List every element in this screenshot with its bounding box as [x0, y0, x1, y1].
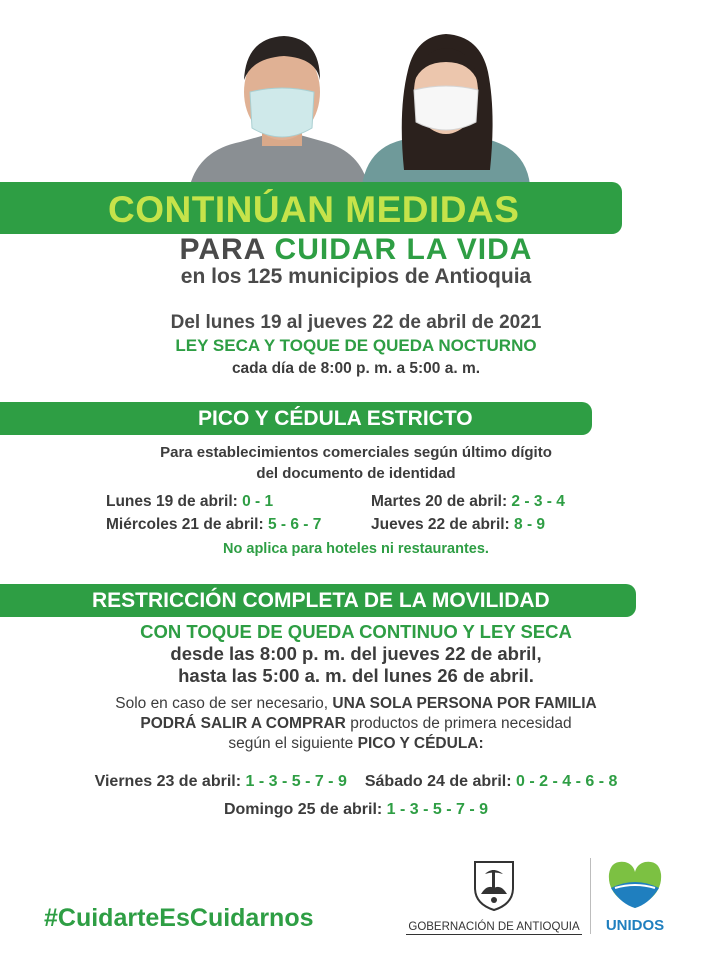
title-band — [0, 182, 622, 234]
antioquia-seal-icon — [471, 858, 517, 912]
pico-row — [106, 490, 626, 513]
unidos-logo — [600, 858, 670, 934]
pico-day-label: Lunes 19 de abril: — [106, 493, 243, 510]
restriction-line2: desde las 8:00 p. m. del jueves 22 de abril, — [170, 643, 542, 664]
pico-day — [371, 490, 565, 513]
solo-line1 — [0, 694, 712, 714]
masked-man-photo — [190, 36, 368, 185]
schedule-text: cada día de 8:00 p. m. a 5:00 a. m. — [231, 360, 481, 377]
pico-day-digits: 8 - 9 — [514, 516, 546, 533]
restriction-line1: CON TOQUE DE QUEDA CONTINUO Y LEY SECA — [140, 621, 572, 642]
subtitle-emphasis: CUIDAR LA VIDA — [274, 233, 533, 266]
restriction-band — [0, 584, 636, 617]
page-title: CONTINÚAN MEDIDAS — [108, 189, 520, 230]
solo-text: Solo en caso de ser necesario, — [115, 695, 333, 712]
weekend-row — [0, 768, 712, 796]
weekend-row — [0, 796, 712, 824]
hashtag: #CuidarteEsCuidarnos — [44, 904, 314, 932]
solo-emphasis: PODRÁ SALIR A COMPRAR — [140, 715, 346, 732]
date-range: Del lunes 19 al jueves 22 de abril de 2021 — [170, 312, 542, 333]
gobernacion-name: GOBERNACIÓN DE ANTIOQUIA — [406, 921, 582, 935]
unidos-logo-icon — [605, 858, 665, 910]
solo-line2 — [0, 714, 712, 734]
pico-day-label: Martes 20 de abril: — [371, 493, 512, 510]
footer-divider — [590, 858, 591, 934]
weekend-day-digits: 0 - 2 - 4 - 6 - 8 — [516, 773, 618, 790]
pico-note: No aplica para hoteles ni restaurantes. — [223, 541, 489, 557]
weekend-schedule — [0, 768, 712, 824]
solo-paragraph — [0, 694, 712, 754]
pico-desc-line2: del documento de identidad — [256, 465, 456, 482]
solo-text: según el siguiente — [228, 735, 358, 752]
subtitle-line2: en los 125 municipios de Antioquia — [180, 265, 532, 288]
solo-line3 — [0, 734, 712, 754]
restriction-heading: RESTRICCIÓN COMPLETA DE LA MOVILIDAD — [92, 589, 550, 612]
pico-heading: PICO Y CÉDULA ESTRICTO — [198, 407, 473, 430]
weekend-day-digits: 1 - 3 - 5 - 7 - 9 — [386, 801, 489, 818]
solo-emphasis: PICO Y CÉDULA: — [357, 735, 484, 752]
pico-description — [0, 442, 712, 484]
pico-day-digits: 0 - 1 — [242, 493, 274, 510]
weekend-day-label: Viernes 23 de abril: — [94, 773, 246, 790]
pico-schedule — [106, 490, 626, 536]
weekend-day-label: Domingo 25 de abril: — [223, 801, 387, 818]
pico-day-digits: 5 - 6 - 7 — [267, 516, 322, 533]
dates-block — [0, 312, 712, 378]
pico-desc-line1: Para establecimientos comerciales según último dígito — [160, 444, 552, 461]
pico-band — [0, 402, 592, 435]
pico-day-label: Miércoles 21 de abril: — [106, 516, 268, 533]
weekend-day-label: Sábado 24 de abril: — [364, 773, 517, 790]
subtitle-line1 — [0, 233, 712, 267]
unidos-name: UNIDOS — [605, 917, 665, 934]
pico-day — [106, 490, 371, 513]
pico-day — [106, 513, 371, 536]
hero-photo — [0, 0, 712, 185]
gobernacion-logo — [406, 858, 582, 935]
pico-day — [371, 513, 545, 536]
weekend-day-digits: 1 - 3 - 5 - 7 - 9 — [245, 773, 347, 790]
subtitle-pre: PARA — [179, 233, 275, 266]
pico-day-label: Jueves 22 de abril: — [371, 516, 515, 533]
restriction-block — [0, 621, 712, 687]
pico-day-digits: 2 - 3 - 4 — [511, 493, 565, 510]
measure-text: LEY SECA Y TOQUE DE QUEDA NOCTURNO — [175, 336, 537, 355]
masked-woman-photo — [362, 34, 530, 185]
solo-text: productos de primera necesidad — [345, 715, 572, 732]
subtitle — [0, 233, 712, 289]
solo-emphasis: UNA SOLA PERSONA POR FAMILIA — [332, 695, 597, 712]
restriction-line3: hasta las 5:00 a. m. del lunes 26 de abril. — [178, 665, 534, 686]
pico-row — [106, 513, 626, 536]
